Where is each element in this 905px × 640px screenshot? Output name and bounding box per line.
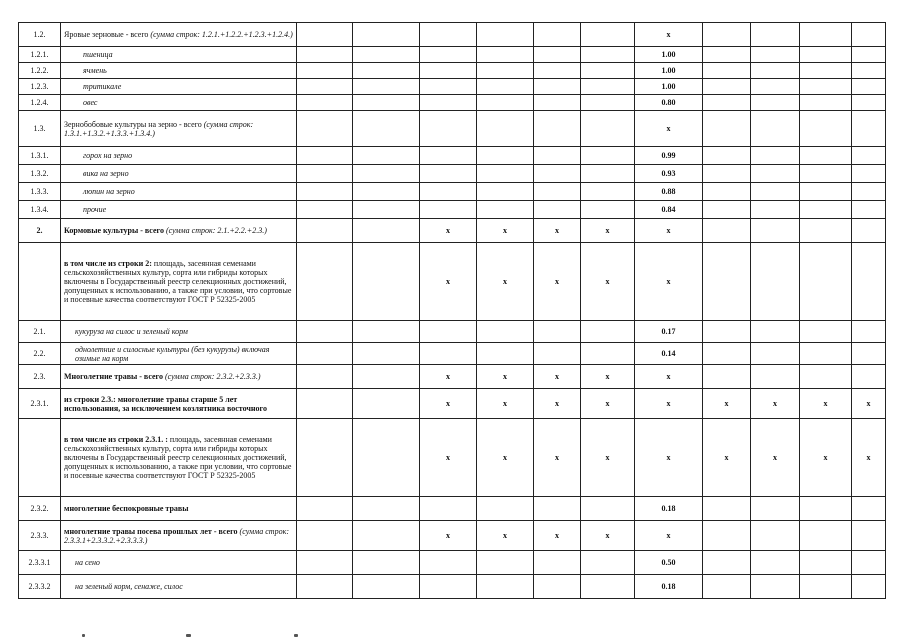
cell [703,63,751,79]
cell: x [477,219,534,243]
cell [581,111,635,147]
cell [800,95,852,111]
cell [477,79,534,95]
cell [703,165,751,183]
cell: x [852,389,886,419]
cell [534,551,581,575]
cell [852,521,886,551]
cell [581,147,635,165]
cell: 1.00 [635,63,703,79]
cell [534,321,581,343]
cell [703,575,751,599]
cell [852,219,886,243]
row-code: 1.2.3. [19,79,61,95]
scan-speck [82,634,85,637]
row-code: 2.3. [19,365,61,389]
cell [353,551,420,575]
row-name: однолетние и силосные культуры (без кукурузы) включая озимые на корм [61,343,297,365]
row-name: прочие [61,201,297,219]
cell [420,147,477,165]
cell [534,147,581,165]
cell [703,321,751,343]
cell [477,165,534,183]
cell [420,79,477,95]
table-row [19,389,886,419]
table-row [19,111,886,147]
table-row [19,321,886,343]
cell: x [420,365,477,389]
row-name: пшеница [61,47,297,63]
cell: x [581,419,635,497]
cell [581,201,635,219]
cell [852,551,886,575]
cell: 0.14 [635,343,703,365]
cell [852,201,886,219]
row-name: ячмень [61,63,297,79]
cell [751,243,800,321]
table-row [19,183,886,201]
cell: 0.50 [635,551,703,575]
cell [297,111,353,147]
row-name: Многолетние травы - всего (сумма строк: 2.3.2.+2.3.3.) [61,365,297,389]
cell: x [477,521,534,551]
cell: 0.88 [635,183,703,201]
cell [751,219,800,243]
cell [353,389,420,419]
cell: 0.84 [635,201,703,219]
row-code: 2.3.3.1 [19,551,61,575]
cell: x [420,389,477,419]
cell: x [581,219,635,243]
cell [751,521,800,551]
table-row [19,243,886,321]
cell [353,343,420,365]
cell [534,79,581,95]
cell: x [703,419,751,497]
cell: x [534,521,581,551]
row-code: 2.3.1. [19,389,61,419]
row-name: на зеленый корм, сенаже, силос [61,575,297,599]
cell [297,419,353,497]
row-code: 1.2.2. [19,63,61,79]
cell [420,183,477,201]
scan-speck [294,634,298,637]
cell [800,497,852,521]
cell [297,389,353,419]
row-code [19,243,61,321]
cell [353,243,420,321]
cell [852,47,886,63]
cell [297,147,353,165]
row-name: кукуруза на силос и зеленый корм [61,321,297,343]
row-code: 1.3. [19,111,61,147]
cell [297,201,353,219]
cell [800,343,852,365]
data-table [18,22,886,599]
cell [751,365,800,389]
row-code: 1.3.2. [19,165,61,183]
cell: 1.00 [635,47,703,63]
cell [420,111,477,147]
cell [800,243,852,321]
cell [477,63,534,79]
cell [800,79,852,95]
cell: x [420,219,477,243]
row-name: вика на зерно [61,165,297,183]
cell [353,111,420,147]
cell [800,23,852,47]
table-row [19,521,886,551]
cell [477,111,534,147]
cell: x [635,521,703,551]
table-row [19,147,886,165]
cell [852,165,886,183]
row-code: 2.1. [19,321,61,343]
cell: 0.17 [635,321,703,343]
cell [353,63,420,79]
row-code [19,419,61,497]
cell [534,95,581,111]
cell [477,23,534,47]
cell [703,183,751,201]
cell [581,47,635,63]
cell [581,321,635,343]
cell: 0.80 [635,95,703,111]
document-sheet [18,22,886,599]
cell [852,343,886,365]
cell [751,47,800,63]
row-name: из строки 2.3.: многолетние травы старше 5 лет использования, за исключением козлятника восточного [61,389,297,419]
row-code: 1.3.1. [19,147,61,165]
cell [534,575,581,599]
cell [353,183,420,201]
cell [751,321,800,343]
cell [353,219,420,243]
row-code: 2.3.2. [19,497,61,521]
cell [581,95,635,111]
cell [353,201,420,219]
cell [703,551,751,575]
cell: 0.18 [635,575,703,599]
cell [852,365,886,389]
cell [703,79,751,95]
table-row [19,63,886,79]
cell: x [477,389,534,419]
cell [477,321,534,343]
cell: 0.99 [635,147,703,165]
cell [751,111,800,147]
cell [297,343,353,365]
cell: x [800,389,852,419]
cell [297,243,353,321]
cell [534,111,581,147]
cell: x [581,243,635,321]
cell [353,321,420,343]
cell [852,23,886,47]
cell [534,63,581,79]
row-name: многолетние травы посева прошлых лет - всего (сумма строк: 2.3.3.1+2.3.3.2.+2.3.3.3.) [61,521,297,551]
cell [703,243,751,321]
cell [477,575,534,599]
cell: x [534,365,581,389]
cell [420,95,477,111]
cell [420,343,477,365]
cell [852,63,886,79]
cell: x [534,419,581,497]
cell [534,23,581,47]
cell [297,321,353,343]
table-row [19,575,886,599]
cell [800,165,852,183]
cell: x [635,419,703,497]
cell [297,47,353,63]
cell [297,63,353,79]
cell [800,575,852,599]
cell [420,63,477,79]
cell [852,95,886,111]
cell [534,497,581,521]
cell [477,201,534,219]
cell: x [635,23,703,47]
cell [852,79,886,95]
cell [800,551,852,575]
row-code: 1.2. [19,23,61,47]
cell [751,63,800,79]
cell [852,147,886,165]
cell [534,165,581,183]
table-row [19,219,886,243]
cell: x [751,389,800,419]
cell [751,343,800,365]
cell [353,365,420,389]
cell: x [534,243,581,321]
row-code: 1.3.4. [19,201,61,219]
cell [581,165,635,183]
cell [420,321,477,343]
cell: 0.93 [635,165,703,183]
cell [703,343,751,365]
cell [534,47,581,63]
cell [852,321,886,343]
table-row [19,343,886,365]
row-code: 1.3.3. [19,183,61,201]
cell [297,165,353,183]
cell [534,183,581,201]
cell [477,343,534,365]
cell [703,47,751,63]
cell [477,95,534,111]
cell: 0.18 [635,497,703,521]
row-code: 1.2.4. [19,95,61,111]
cell [751,201,800,219]
cell [703,219,751,243]
cell [703,201,751,219]
cell [353,95,420,111]
table-row [19,79,886,95]
cell [420,497,477,521]
cell: 1.00 [635,79,703,95]
cell [800,521,852,551]
cell [852,111,886,147]
cell [703,497,751,521]
cell [800,365,852,389]
cell: x [420,243,477,321]
cell [297,219,353,243]
cell: x [581,365,635,389]
table-row [19,419,886,497]
cell [800,111,852,147]
cell: x [477,419,534,497]
cell [353,575,420,599]
table-row [19,47,886,63]
row-name: горох на зерно [61,147,297,165]
cell: x [751,419,800,497]
cell [751,183,800,201]
cell [800,201,852,219]
cell [852,183,886,201]
cell [703,95,751,111]
row-code: 2.2. [19,343,61,365]
cell [751,23,800,47]
cell [477,183,534,201]
cell [703,111,751,147]
cell [751,575,800,599]
cell [581,63,635,79]
cell [751,147,800,165]
cell: x [534,219,581,243]
cell: x [477,365,534,389]
row-name: люпин на зерно [61,183,297,201]
cell [477,551,534,575]
cell [297,551,353,575]
cell [581,23,635,47]
table-row [19,201,886,219]
row-name: в том числе из строки 2.3.1. : площадь, засеянная семенами сельскохозяйственных культур, сорта или гибриды которых включены в Государственный реестр селекционных достижений, допущенных к использованию, а также при условии, что сортовые и посевные качества соответствуют ГОСТ Р 52325-2005 [61,419,297,497]
cell [852,575,886,599]
row-name: овес [61,95,297,111]
cell [751,95,800,111]
cell [477,47,534,63]
cell [751,551,800,575]
cell [534,201,581,219]
table-row [19,23,886,47]
cell [852,243,886,321]
cell [581,79,635,95]
cell [703,147,751,165]
cell: x [635,111,703,147]
cell [581,551,635,575]
cell [477,147,534,165]
row-code: 2. [19,219,61,243]
cell [353,165,420,183]
cell [420,575,477,599]
cell: x [420,419,477,497]
table-row [19,365,886,389]
cell: x [635,365,703,389]
cell [297,23,353,47]
cell [581,497,635,521]
cell [297,95,353,111]
row-name: многолетние беспокровные травы [61,497,297,521]
cell [353,47,420,63]
row-name: на сено [61,551,297,575]
cell [800,47,852,63]
cell [703,521,751,551]
cell [751,497,800,521]
cell: x [581,389,635,419]
cell [297,79,353,95]
cell [703,23,751,47]
row-name: в том числе из строки 2: площадь, засеянная семенами сельскохозяйственных культур, сорта или гибриды которых включены в Государственный реестр селекционных достижений, допущенных к использованию, а также при условии, что сортовые и посевные качества соответствуют ГОСТ Р 52325-2005 [61,243,297,321]
cell [297,575,353,599]
table-row [19,165,886,183]
cell [477,497,534,521]
cell: x [800,419,852,497]
cell [297,365,353,389]
cell [852,497,886,521]
cell [800,321,852,343]
row-name: Кормовые культуры - всего (сумма строк: 2.1.+2.2.+2.3.) [61,219,297,243]
cell: x [852,419,886,497]
cell [353,419,420,497]
cell: x [477,243,534,321]
cell: x [420,521,477,551]
cell [800,147,852,165]
cell: x [635,389,703,419]
cell [297,497,353,521]
row-name: Зернобобовые культуры на зерно - всего (сумма строк: 1.3.1.+1.3.2.+1.3.3.+1.3.4.) [61,111,297,147]
cell [581,343,635,365]
cell: x [581,521,635,551]
cell [703,365,751,389]
cell [534,343,581,365]
cell [800,219,852,243]
cell [353,147,420,165]
cell [420,165,477,183]
cell [353,497,420,521]
cell [581,183,635,201]
cell: x [635,243,703,321]
cell [353,23,420,47]
cell [420,47,477,63]
row-code: 2.3.3.2 [19,575,61,599]
cell [420,201,477,219]
cell: x [703,389,751,419]
row-code: 2.3.3. [19,521,61,551]
cell [751,165,800,183]
row-name: тритикале [61,79,297,95]
cell [581,575,635,599]
cell [420,23,477,47]
cell: x [635,219,703,243]
cell [297,183,353,201]
cell [800,63,852,79]
cell [297,521,353,551]
cell: x [534,389,581,419]
cell [420,551,477,575]
cell [353,79,420,95]
cell [353,521,420,551]
row-name: Яровые зерновые - всего (сумма строк: 1.2.1.+1.2.2.+1.2.3.+1.2.4.) [61,23,297,47]
row-code: 1.2.1. [19,47,61,63]
scan-speck [186,634,191,637]
table-row [19,497,886,521]
table-row [19,551,886,575]
cell [751,79,800,95]
cell [800,183,852,201]
table-row [19,95,886,111]
